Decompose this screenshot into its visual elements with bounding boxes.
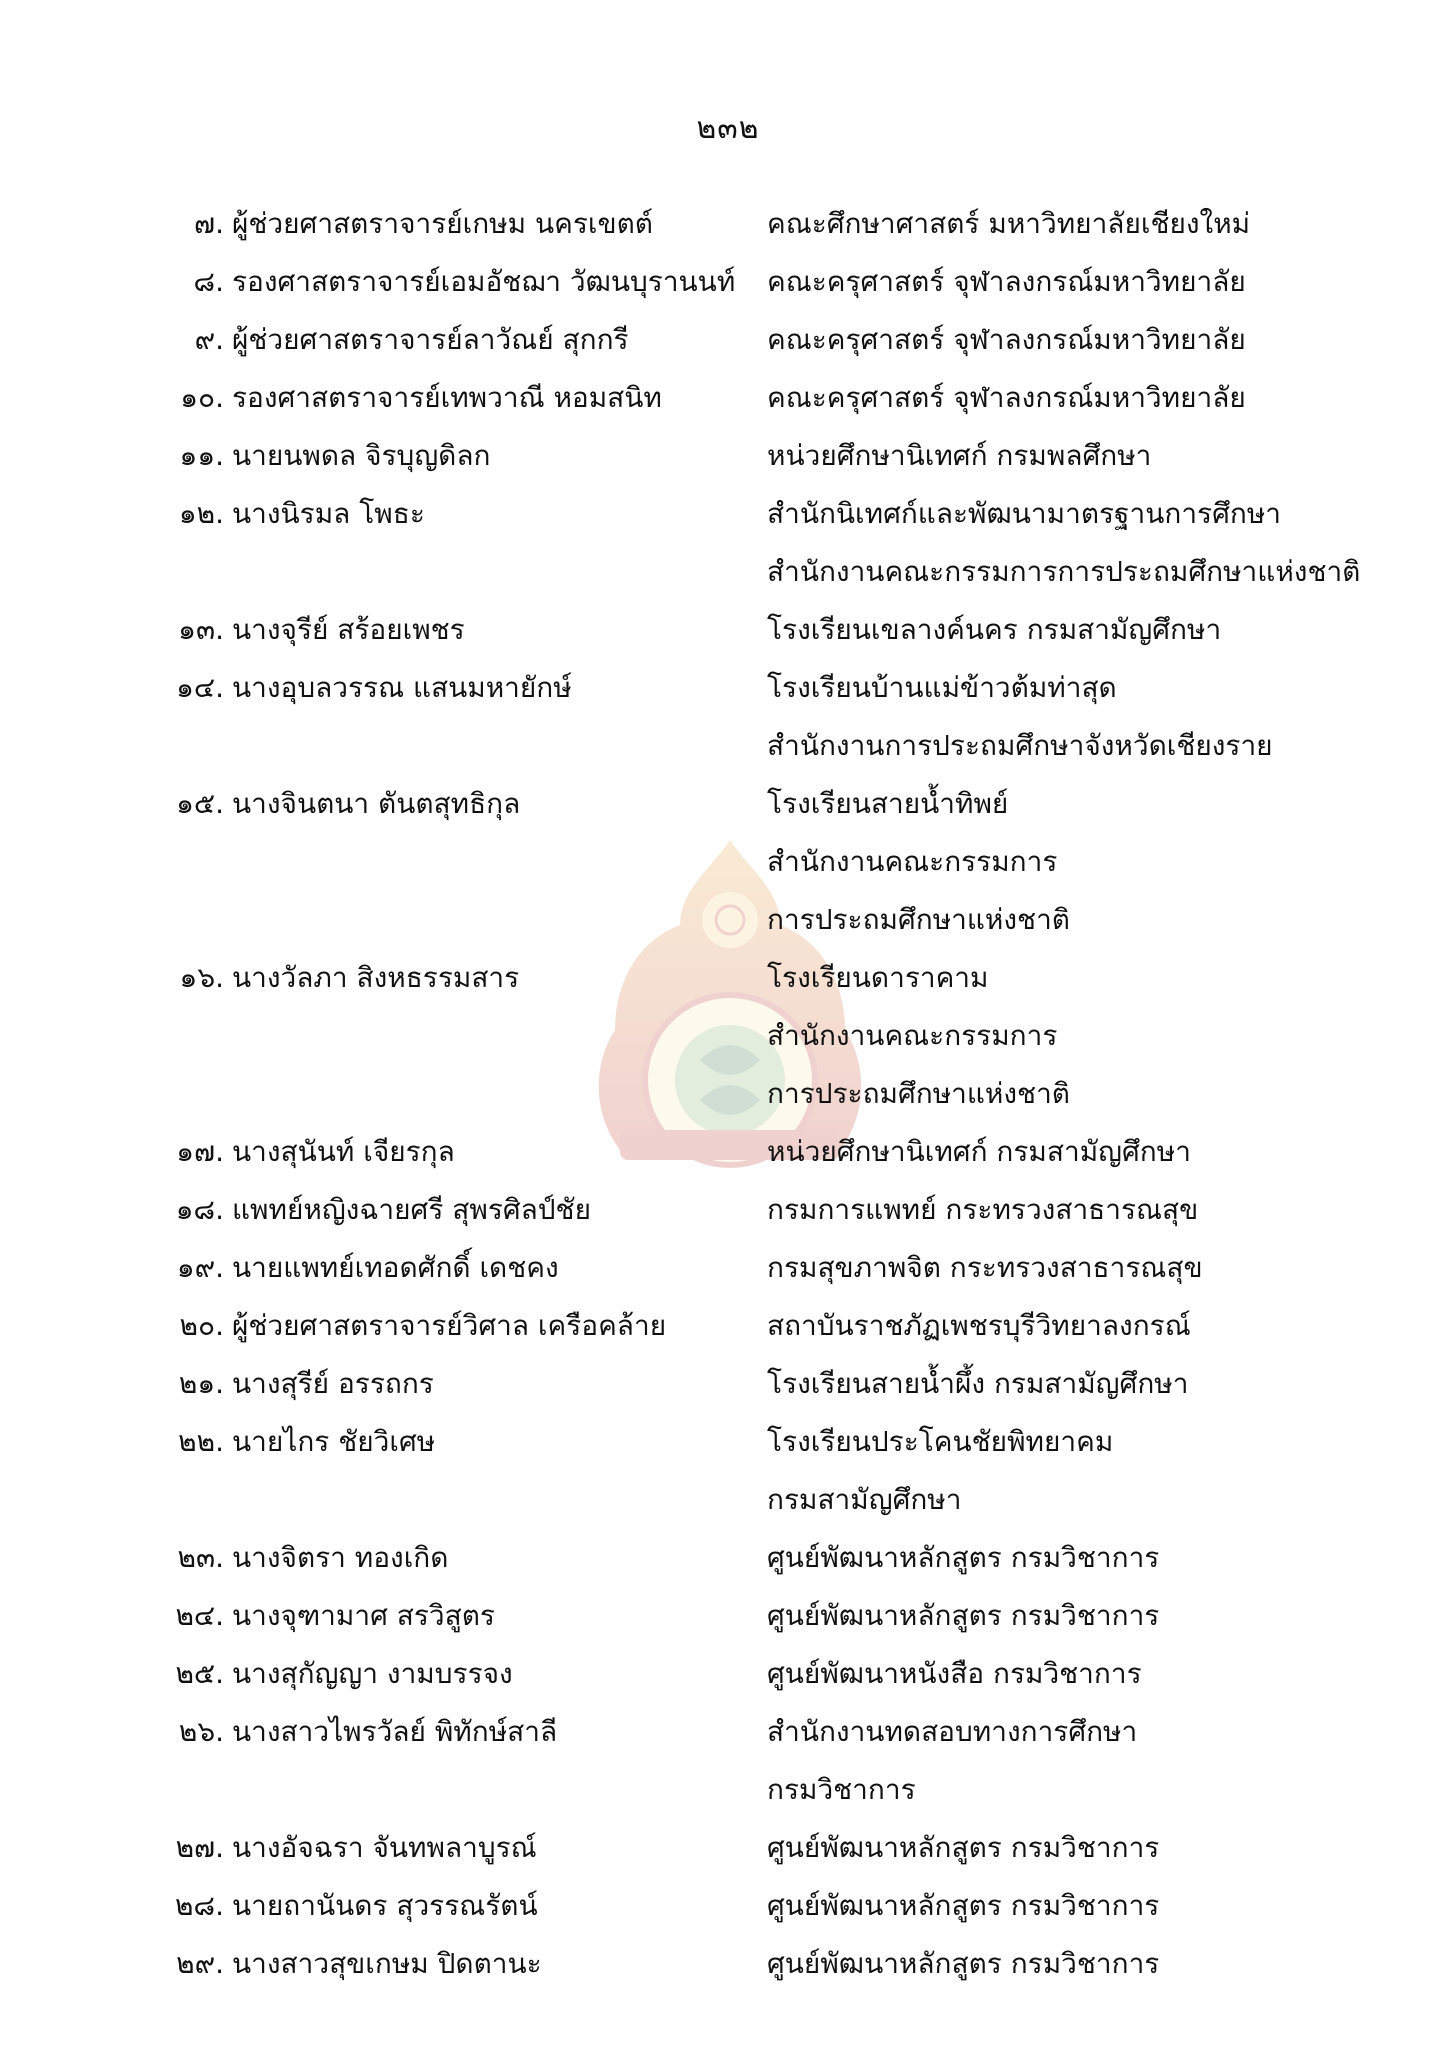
member-affiliation (767, 1819, 1327, 1877)
list-item (0, 1239, 1456, 1297)
affiliation-line: ศูนย์พัฒนาหลักสูตร กรมวิชาการ (767, 1599, 1160, 1632)
list-item (0, 601, 1456, 659)
affiliation-line: สำนักนิเทศก์และพัฒนามาตรฐานการศึกษา (767, 497, 1281, 530)
member-affiliation (767, 1297, 1327, 1355)
member-name: นายไกร ชัยวิเศษ (232, 1425, 436, 1458)
item-number: ๑๕. (176, 787, 224, 820)
affiliation-line: สำนักงานคณะกรรมการ (767, 845, 1058, 878)
item-number: ๑๖. (179, 961, 224, 994)
affiliation-line: โรงเรียนเขลางค์นคร กรมสามัญศึกษา (767, 613, 1222, 646)
affiliation-line: หน่วยศึกษานิเทศก์ กรมสามัญศึกษา (767, 1135, 1191, 1168)
list-item (0, 659, 1456, 775)
member-name: นางจินตนา ตันตสุทธิกุล (232, 787, 521, 820)
affiliation-line: หน่วยศึกษานิเทศก์ กรมพลศึกษา (767, 439, 1152, 472)
affiliation-line: โรงเรียนสายน้ำผึ้ง กรมสามัญศึกษา (767, 1367, 1189, 1400)
item-number: ๒๕. (175, 1657, 224, 1690)
member-name: นายแพทย์เทอดศักดิ์ เดชคง (232, 1251, 559, 1284)
member-affiliation (767, 1877, 1327, 1935)
member-name: นางสาวไพรวัลย์ พิทักษ์สาลี (232, 1715, 558, 1748)
list-item (0, 1703, 1456, 1819)
committee-member-list (0, 195, 1456, 1993)
affiliation-line: คณะครุศาสตร์ จุฬาลงกรณ์มหาวิทยาลัย (767, 381, 1246, 414)
item-number: ๒๐. (179, 1309, 224, 1342)
affiliation-line: สำนักงานการประถมศึกษาจังหวัดเชียงราย (767, 729, 1273, 762)
member-affiliation (767, 949, 1327, 1123)
member-affiliation (767, 1587, 1327, 1645)
member-affiliation (767, 1935, 1327, 1993)
member-affiliation (767, 659, 1327, 775)
member-name: นายถานันดร สุวรรณรัตน์ (232, 1889, 538, 1922)
member-name: นางนิรมล โพธะ (232, 497, 425, 530)
item-number: ๑๗. (176, 1135, 224, 1168)
list-item (0, 195, 1456, 253)
affiliation-line: กรมสุขภาพจิต กระทรวงสาธารณสุข (767, 1251, 1203, 1284)
list-item (0, 311, 1456, 369)
member-name: นางสุกัญญา งามบรรจง (232, 1657, 513, 1690)
member-name: ผู้ช่วยศาสตราจารย์วิศาล เครือคล้าย (232, 1309, 667, 1342)
item-number: ๑๙. (176, 1251, 224, 1284)
affiliation-line: กรมการแพทย์ กระทรวงสาธารณสุข (767, 1193, 1199, 1226)
member-name: นางสุรีย์ อรรถกร (232, 1367, 434, 1400)
member-name: นางสุนันท์ เจียรกุล (232, 1135, 455, 1168)
item-number: ๒๖. (178, 1715, 224, 1748)
member-affiliation (767, 775, 1327, 949)
affiliation-line: การประถมศึกษาแห่งชาติ (767, 903, 1070, 936)
member-affiliation (767, 485, 1361, 601)
list-item (0, 1123, 1456, 1181)
member-name: นางจิตรา ทองเกิด (232, 1541, 449, 1574)
member-affiliation (767, 1703, 1327, 1819)
affiliation-line: กรมวิชาการ (767, 1773, 916, 1806)
list-item (0, 775, 1456, 949)
item-number: ๙. (194, 323, 224, 356)
list-item (0, 1297, 1456, 1355)
affiliation-line: โรงเรียนดาราคาม (767, 961, 989, 994)
item-number: ๒๙. (176, 1947, 224, 1980)
page-number: ๒๓๒ (696, 111, 760, 146)
affiliation-line: โรงเรียนสายน้ำทิพย์ (767, 787, 1009, 820)
affiliation-line: คณะครุศาสตร์ จุฬาลงกรณ์มหาวิทยาลัย (767, 265, 1246, 298)
list-item (0, 1645, 1456, 1703)
member-name: นางอุบลวรรณ แสนมหายักษ์ (232, 671, 572, 704)
member-name: แพทย์หญิงฉายศรี สุพรศิลป์ชัย (232, 1193, 591, 1226)
member-affiliation (767, 1239, 1327, 1297)
affiliation-line: สำนักงานคณะกรรมการ (767, 1019, 1058, 1052)
member-affiliation (767, 1529, 1327, 1587)
affiliation-line: การประถมศึกษาแห่งชาติ (767, 1077, 1070, 1110)
affiliation-line: สำนักงานคณะกรรมการการประถมศึกษาแห่งชาติ (767, 555, 1361, 588)
list-item (0, 427, 1456, 485)
member-name: ผู้ช่วยศาสตราจารย์เกษม นครเขตต์ (232, 207, 653, 240)
member-affiliation (767, 1181, 1327, 1239)
list-item (0, 1355, 1456, 1413)
affiliation-line: สำนักงานทดสอบทางการศึกษา (767, 1715, 1138, 1748)
list-item (0, 1181, 1456, 1239)
member-affiliation (767, 369, 1327, 427)
member-affiliation (767, 311, 1327, 369)
member-name: รองศาสตราจารย์เทพวาณี หอมสนิท (232, 381, 662, 414)
member-affiliation (767, 253, 1327, 311)
member-affiliation (767, 1123, 1327, 1181)
member-affiliation (767, 1645, 1327, 1703)
item-number: ๑๘. (175, 1193, 224, 1226)
affiliation-line: ศูนย์พัฒนาหลักสูตร กรมวิชาการ (767, 1541, 1160, 1574)
member-name: นางจุฑามาศ สรวิสูตร (232, 1599, 495, 1632)
member-name: นางสาวสุขเกษม ปิดตานะ (232, 1947, 542, 1980)
list-item (0, 1529, 1456, 1587)
item-number: ๑๓. (178, 613, 224, 646)
item-number: ๘. (193, 265, 224, 298)
member-affiliation (767, 601, 1327, 659)
affiliation-line: ศูนย์พัฒนาหลักสูตร กรมวิชาการ (767, 1947, 1160, 1980)
affiliation-line: คณะศึกษาศาสตร์ มหาวิทยาลัยเชียงใหม่ (767, 207, 1251, 240)
list-item (0, 1935, 1456, 1993)
item-number: ๒๗. (175, 1831, 224, 1864)
affiliation-line: ศูนย์พัฒนาหลักสูตร กรมวิชาการ (767, 1831, 1160, 1864)
item-number: ๑๒. (178, 497, 224, 530)
list-item (0, 949, 1456, 1123)
list-item (0, 369, 1456, 427)
list-item (0, 1819, 1456, 1877)
member-affiliation (767, 1355, 1327, 1413)
affiliation-line: กรมสามัญศึกษา (767, 1483, 962, 1516)
item-number: ๑๑. (179, 439, 224, 472)
member-name: นางจุรีย์ สร้อยเพชร (232, 613, 465, 646)
item-number: ๗. (194, 207, 224, 240)
item-number: ๒๓. (177, 1541, 224, 1574)
affiliation-line: โรงเรียนบ้านแม่ข้าวต้มท่าสุด (767, 671, 1117, 704)
item-number: ๑๔. (176, 671, 224, 704)
list-item (0, 1877, 1456, 1935)
affiliation-line: โรงเรียนประโคนชัยพิทยาคม (767, 1425, 1114, 1458)
list-item (0, 1587, 1456, 1645)
item-number: ๒๒. (178, 1425, 224, 1458)
affiliation-line: คณะครุศาสตร์ จุฬาลงกรณ์มหาวิทยาลัย (767, 323, 1246, 356)
item-number: ๒๔. (175, 1599, 224, 1632)
affiliation-line: ศูนย์พัฒนาหลักสูตร กรมวิชาการ (767, 1889, 1160, 1922)
member-name: รองศาสตราจารย์เอมอัชฌา วัฒนบุรานนท์ (232, 265, 736, 298)
affiliation-line: สถาบันราชภัฏเพชรบุรีวิทยาลงกรณ์ (767, 1309, 1191, 1342)
item-number: ๒๑. (178, 1367, 224, 1400)
member-affiliation (767, 1413, 1327, 1529)
member-name: นายนพดล จิรบุญดิลก (232, 439, 491, 472)
list-item (0, 253, 1456, 311)
member-affiliation (767, 195, 1327, 253)
member-name: นางอัจฉรา จันทพลาบูรณ์ (232, 1831, 537, 1864)
item-number: ๑๐. (180, 381, 224, 414)
list-item (0, 1413, 1456, 1529)
member-name: ผู้ช่วยศาสตราจารย์ลาวัณย์ สุกกรี (232, 323, 629, 356)
list-item (0, 485, 1456, 601)
affiliation-line: ศูนย์พัฒนาหนังสือ กรมวิชาการ (767, 1657, 1142, 1690)
item-number: ๒๘. (175, 1889, 224, 1922)
member-name: นางวัลภา สิงหธรรมสาร (232, 961, 520, 994)
member-affiliation (767, 427, 1327, 485)
